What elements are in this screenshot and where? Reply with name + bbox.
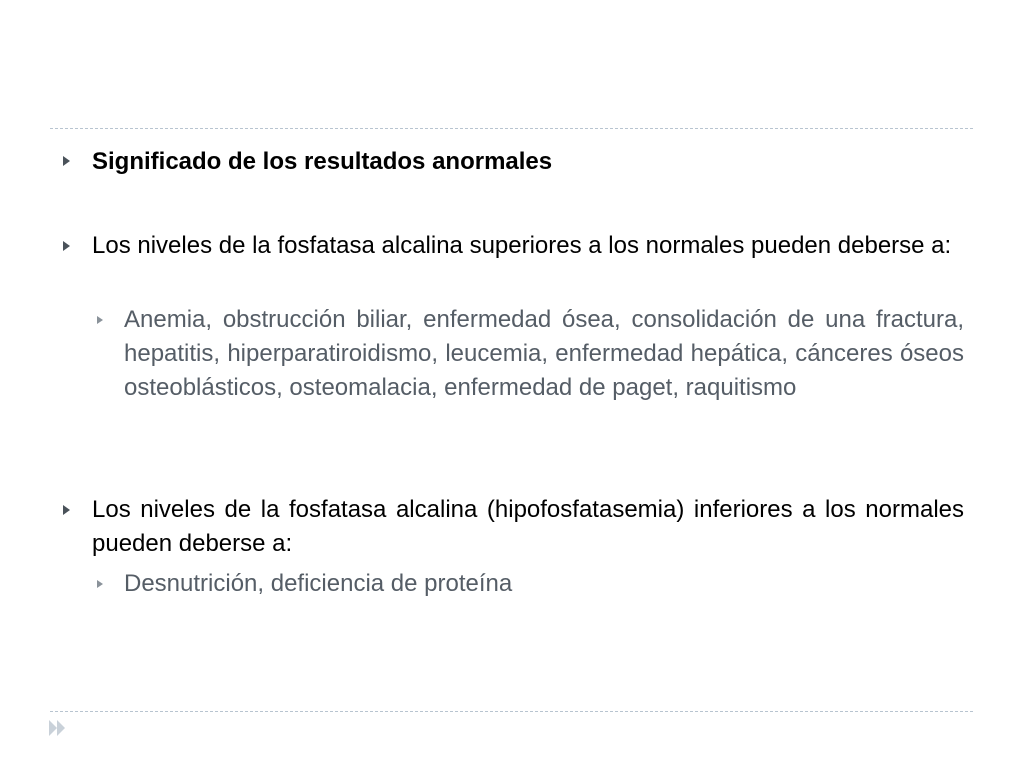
double-chevron-icon	[46, 717, 68, 739]
bullet-heading: Significado de los resultados anormales	[92, 148, 553, 175]
sub-bullet-high-causes: Anemia, obstrucción biliar, enfermedad ósea, consolidación de una fractura, hepatitis, hiperparatiroidismo, leucemia, enfermedad hepática, cánceres óseos osteoblásticos, osteomalacia, enfermedad de paget, raquitismo	[124, 306, 964, 401]
bottom-dashed-divider	[50, 711, 973, 712]
triangle-bullet-icon	[63, 505, 70, 515]
triangle-sub-bullet-icon	[97, 580, 103, 588]
triangle-sub-bullet-icon	[97, 316, 103, 324]
sub-bullet-low-causes: Desnutrición, deficiencia de proteína	[124, 570, 513, 597]
triangle-bullet-icon	[63, 156, 70, 166]
bullet-high-levels: Los niveles de la fosfatasa alcalina superiores a los normales pueden deberse a:	[92, 232, 952, 259]
triangle-bullet-icon	[63, 241, 70, 251]
bullet-low-levels: Los niveles de la fosfatasa alcalina (hipofosfatasemia) inferiores a los normales pueden deberse a:	[92, 496, 964, 557]
top-dashed-divider	[50, 128, 973, 129]
